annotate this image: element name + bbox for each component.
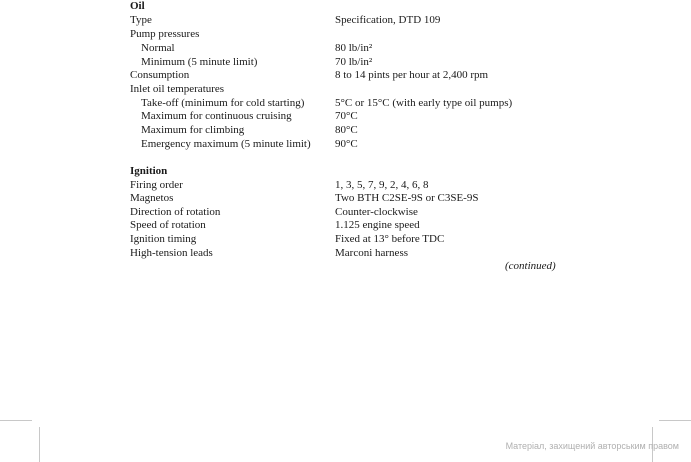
row-label: Type — [130, 14, 152, 26]
row-label: Maximum for continuous cruising — [141, 110, 292, 122]
page-edge-rule — [39, 427, 40, 462]
copyright-watermark: Матеріал, захищений авторським правом — [505, 441, 679, 451]
row-label: Consumption — [130, 69, 190, 81]
row-value: Two BTH C2SE-9S or C3SE-9S — [335, 192, 479, 204]
row-value: 8 to 14 pints per hour at 2,400 rpm — [335, 69, 489, 81]
row-value: 70 lb/in² — [335, 56, 373, 68]
row-value: Specification, DTD 109 — [335, 14, 441, 26]
row-value: 5°C or 15°C (with early type oil pumps) — [335, 97, 513, 109]
ignition-heading: Ignition — [130, 165, 168, 177]
continued-text: (continued) — [505, 260, 556, 272]
row-value: 1.125 engine speed — [335, 219, 420, 231]
row-label: Inlet oil temperatures — [130, 83, 225, 95]
row-value: 70°C — [335, 110, 358, 122]
page-edge-rule — [0, 420, 32, 421]
row-label: Normal — [141, 42, 175, 54]
row-value: Fixed at 13° before TDC — [335, 233, 445, 245]
row-label: Take-off (minimum for cold starting) — [141, 97, 305, 109]
row-value: 80°C — [335, 124, 358, 136]
row-value: Counter-clockwise — [335, 206, 418, 218]
row-label: Ignition timing — [130, 233, 197, 245]
row-label: Direction of rotation — [130, 206, 221, 218]
oil-heading: Oil — [130, 0, 145, 12]
row-value: 80 lb/in² — [335, 42, 373, 54]
row-label: Pump pressures — [130, 28, 200, 40]
row-value: 1, 3, 5, 7, 9, 2, 4, 6, 8 — [335, 179, 429, 191]
row-label: Emergency maximum (5 minute limit) — [141, 138, 311, 150]
continued-note — [505, 259, 556, 273]
row-label: Magnetos — [130, 192, 174, 204]
row-label: High-tension leads — [130, 247, 213, 259]
row-label: Firing order — [130, 179, 183, 191]
row-label: Minimum (5 minute limit) — [141, 56, 258, 68]
row-label: Speed of rotation — [130, 219, 206, 231]
page-edge-rule — [659, 420, 691, 421]
row-label: Maximum for climbing — [141, 124, 245, 136]
row-value: 90°C — [335, 138, 358, 150]
row-value: Marconi harness — [335, 247, 409, 259]
